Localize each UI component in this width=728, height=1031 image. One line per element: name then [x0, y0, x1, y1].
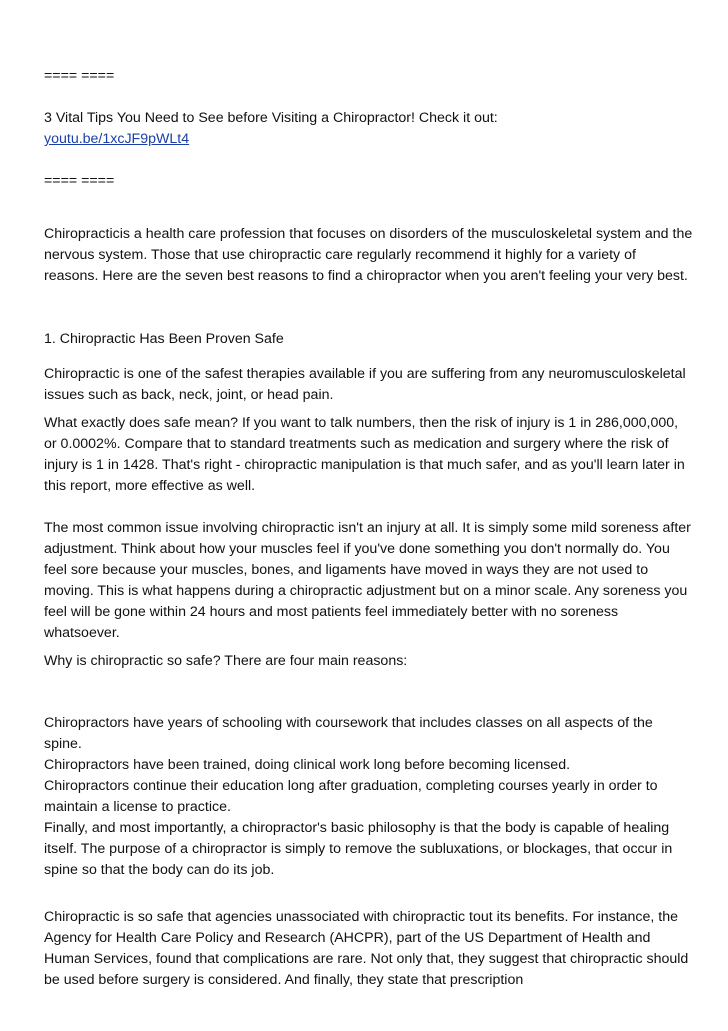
paragraph-4: Why is chiropractic so safe? There are four main reasons: — [44, 653, 408, 669]
section-heading: 1. Chiropractic Has Been Proven Safe — [44, 331, 284, 347]
reason-item: Chiropractors have been trained, doing clinical work long before becoming licensed. — [44, 757, 571, 773]
separator-bottom: ==== ==== — [44, 173, 115, 189]
paragraph-3: The most common issue involving chiropractic isn't an injury at all. It is simply some mild soreness after adjustment. Think about how your muscles feel if you've done something you don't normally do. You feel sore because your muscles, bones, and ligaments have moved in ways they are not used to moving. This is what happens during a chiropractic adjustment but on a minor scale. Any soreness you feel will be gone within 24 hours and most patients feel immediately better with no soreness whatsoever. — [44, 520, 691, 641]
reason-item: Finally, and most importantly, a chiropractor's basic philosophy is that the body is capable of healing itself. The purpose of a chiropractor is simply to remove the subluxations, or blockages, that occur in spine so that the body can do its job. — [44, 820, 673, 878]
promo-link[interactable]: youtu.be/1xcJF9pWLt4 — [44, 131, 190, 147]
separator-top: ==== ==== — [44, 68, 115, 84]
promo-link-row — [44, 129, 694, 150]
reasons-list — [44, 713, 694, 881]
reason-item: Chiropractors have years of schooling with coursework that includes classes on all aspects of the spine. — [44, 715, 653, 752]
paragraph-2: What exactly does safe mean? If you want to talk numbers, then the risk of injury is 1 in 286,000,000, or 0.0002%. Compare that to standard treatments such as medication and surgery where the risk of injury is 1 in 1428. That's right - chiropractic manipulation is that much safer, and as you'll learn later in this report, more effective as well. — [44, 415, 685, 494]
paragraph-5: Chiropractic is so safe that agencies unassociated with chiropractic tout its benefits. For instance, the Agency for Health Care Policy and Research (AHCPR), part of the US Department of Health and Human Services, found that complications are rare. Not only that, they suggest that chiropractic should be used before surgery is considered. And finally, they state that prescription — [44, 909, 689, 988]
intro-paragraph: Chiropracticis a health care profession that focuses on disorders of the musculoskeletal system and the nervous system. Those that use chiropractic care regularly recommend it highly for a variety of reasons. Here are the seven best reasons to find a chiropractor when you aren't feeling your very best. — [44, 226, 693, 284]
promo-text: 3 Vital Tips You Need to See before Visiting a Chiropractor! Check it out: — [44, 110, 498, 126]
paragraph-1: Chiropractic is one of the safest therapies available if you are suffering from any neuromusculoskeletal issues such as back, neck, joint, or head pain. — [44, 366, 686, 403]
reason-item: Chiropractors continue their education long after graduation, completing courses yearly in order to maintain a license to practice. — [44, 778, 658, 815]
